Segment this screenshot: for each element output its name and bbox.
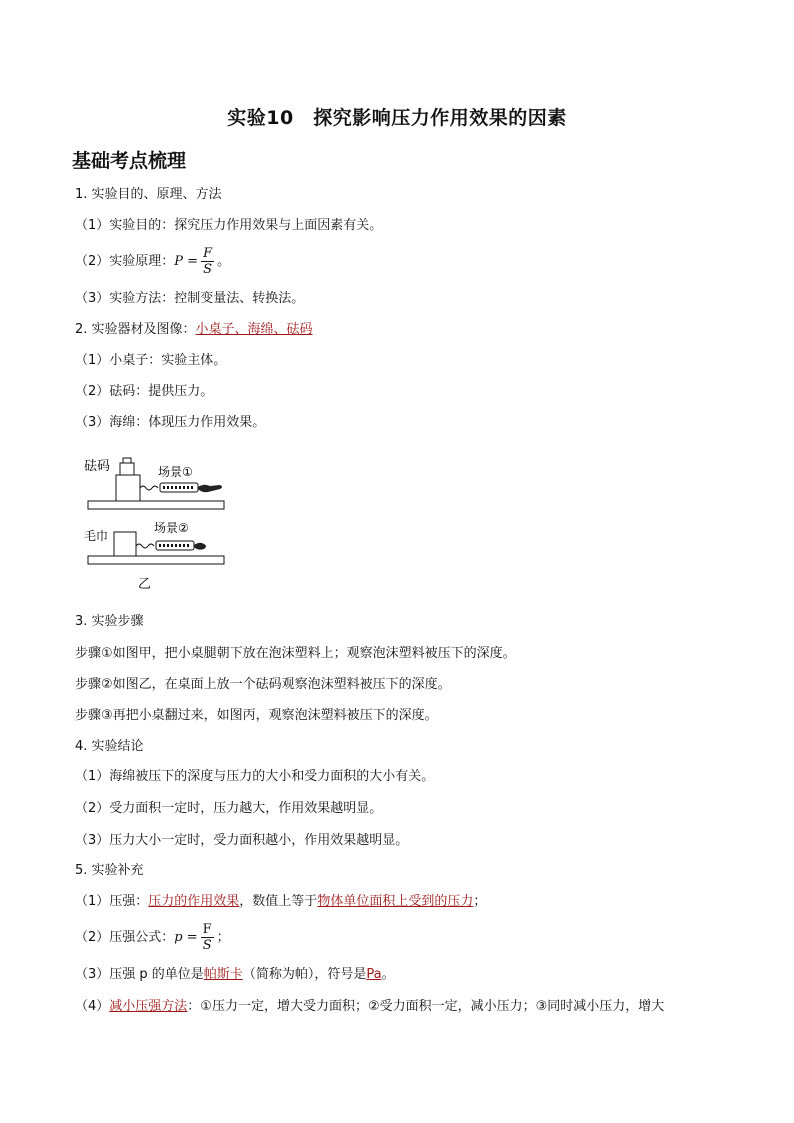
s1-principle-prefix: （2）实验原理：	[75, 254, 175, 269]
s4-conclusion-2: （2）受力面积一定时，压力越大，作用效果越明显。	[75, 801, 383, 816]
s5-p1-prefix: （1）压强：	[75, 894, 149, 909]
s2-item-2: （2）砝码：提供压力。	[75, 384, 214, 399]
s1-principle-fraction	[201, 246, 214, 277]
s4-conclusion-3: （3）压力大小一定时，受力面积越小，作用效果越明显。	[75, 833, 409, 848]
block-shape-2	[114, 532, 136, 556]
spring-shape-2	[136, 544, 154, 548]
s4-heading: 4. 实验结论	[75, 739, 144, 754]
page-title: 实验10 探究影响压力作用效果的因素	[227, 107, 567, 129]
s1-principle-suffix: 。	[217, 254, 231, 269]
label-scene-1: 场景①	[158, 465, 193, 479]
s5-point-2	[75, 922, 230, 954]
s1-method: （3）实验方法：控制变量法、转换法。	[75, 291, 305, 306]
section-title: 基础考点梳理	[72, 150, 187, 172]
s5-p2-suffix: ；	[216, 930, 230, 945]
s5-p2-prefix: （2）压强公式：	[75, 930, 175, 945]
s1-principle	[75, 246, 230, 278]
s5-p2-fraction	[201, 922, 214, 953]
weight-shape	[120, 463, 134, 475]
s5-point-3	[75, 966, 395, 984]
hand-shape-1	[198, 485, 222, 492]
experiment-figure	[80, 452, 240, 592]
s4-conclusion-1: （1）海绵被压下的深度与压力的大小和受力面积的大小有关。	[75, 769, 435, 784]
s5-p1-suffix: ；	[473, 894, 487, 909]
label-scene-2: 场景②	[154, 521, 189, 535]
s2-item-3: （3）海绵：体现压力作用效果。	[75, 415, 266, 430]
s5-p4-text: ：①压力一定，增大受力面积；②受力面积一定，减小压力；③同时减小压力，增大	[187, 999, 665, 1014]
s5-p4-answer: 减小压强方法	[109, 999, 188, 1014]
block-shape-1	[116, 475, 140, 501]
board-shape-1	[88, 501, 224, 509]
s1-principle-denominator: S	[203, 262, 213, 277]
label-towel: 毛巾	[84, 529, 109, 543]
hand-shape-2	[194, 543, 206, 550]
s5-p1-answer-1: 压力的作用效果	[148, 894, 240, 909]
s5-p1-answer-2: 物体单位面积上受到的压力	[317, 894, 474, 909]
s3-step-1: 步骤①如图甲，把小桌腿朝下放在泡沫塑料上；观察泡沫塑料被压下的深度。	[75, 646, 516, 661]
s3-step-2: 步骤②如图乙，在桌面上放一个砝码观察泡沫塑料被压下的深度。	[75, 677, 451, 692]
s5-p1-mid: ，数值上等于	[239, 894, 318, 909]
experiment-diagram	[80, 452, 240, 592]
s5-point-1	[75, 893, 486, 911]
s5-p3-mid: （简称为帕），符号是	[242, 967, 367, 982]
s5-point-4	[75, 998, 664, 1016]
board-shape-2	[88, 556, 224, 564]
s5-p4-prefix: （4）	[75, 999, 110, 1014]
s5-p3-suffix: 。	[381, 967, 395, 982]
label-weight: 砝码	[84, 459, 111, 474]
weight-knob-shape	[123, 458, 131, 463]
s5-p3-answer-2: Pa	[366, 967, 382, 982]
s1-purpose: （1）实验目的：探究压力作用效果与上面因素有关。	[75, 218, 383, 233]
s2-heading-prefix: 2. 实验器材及图像：	[75, 322, 196, 337]
s3-heading: 3. 实验步骤	[75, 614, 144, 629]
s1-principle-numerator: F	[203, 246, 213, 261]
s5-heading: 5. 实验补充	[75, 863, 144, 878]
s5-p2-lhs: p =	[174, 930, 198, 945]
spring-shape-1	[140, 486, 158, 490]
s1-heading: 1. 实验目的、原理、方法	[75, 187, 222, 202]
s2-heading-answer: 小桌子、海绵、砝码	[195, 322, 313, 337]
s5-p3-answer-1: 帕斯卡	[203, 967, 243, 982]
s5-p3-prefix: （3）压强 p 的单位是	[75, 967, 204, 982]
s2-heading	[75, 321, 313, 339]
figure-caption: 乙	[138, 577, 152, 592]
s3-step-3: 步骤③再把小桌翻过来，如图丙，观察泡沫塑料被压下的深度。	[75, 708, 438, 723]
s1-principle-lhs: P =	[174, 254, 199, 269]
s2-item-1: （1）小桌子：实验主体。	[75, 353, 227, 368]
s5-p2-denominator: S	[202, 938, 212, 953]
s5-p2-numerator: F	[202, 922, 212, 937]
